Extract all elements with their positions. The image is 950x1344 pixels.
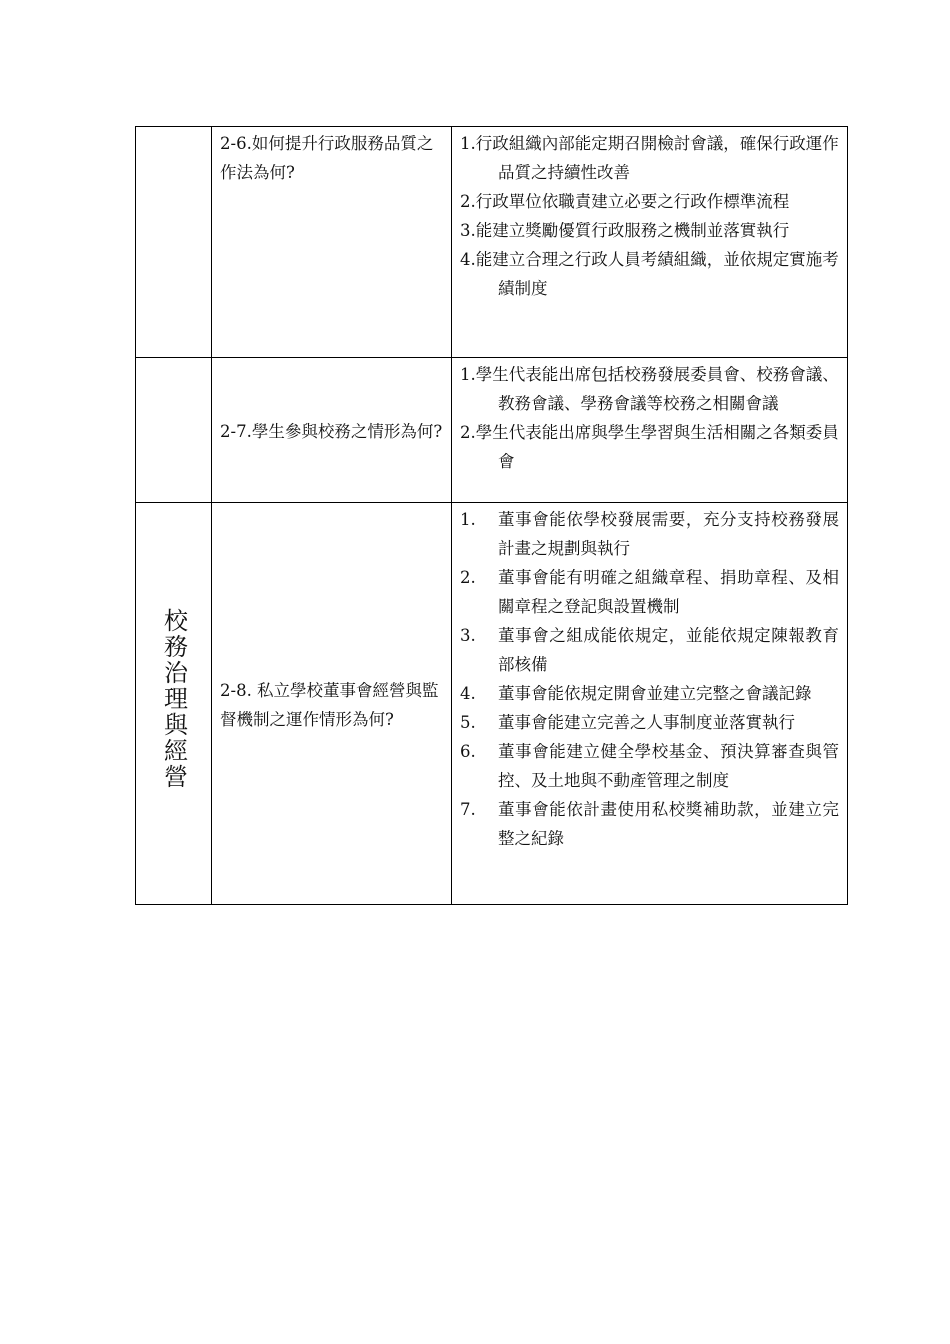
item-text: 能建立獎勵優質行政服務之機制並落實執行 (475, 221, 790, 240)
item-text: 能建立合理之行政人員考績組織，並依規定實施考績制度 (475, 250, 839, 298)
item-number: 1. (460, 134, 476, 153)
item-list (452, 358, 848, 503)
evaluation-table (135, 126, 848, 905)
item-text: 行政組織內部能定期召開檢討會議，確保行政運作品質之持續性改善 (475, 134, 839, 182)
item-text: 董事會能有明確之組織章程、捐助章程、及相關章程之登記與設置機制 (498, 568, 839, 616)
table-row (136, 358, 848, 503)
item-text: 董事會能建立健全學校基金、預決算審查與管控、及土地與不動產管理之制度 (498, 742, 839, 790)
item-number: 4. (460, 250, 476, 269)
list-item (460, 505, 839, 563)
table-row (136, 127, 848, 358)
list-item (460, 708, 839, 737)
item-text: 學生代表能出席包括校務發展委員會、校務會議、教務會議、學務會議等校務之相關會議 (475, 365, 839, 413)
item-number: 4. (460, 684, 476, 703)
question-text: 2-7.學生參與校務之情形為何? (220, 421, 443, 441)
list-item (460, 679, 839, 708)
list-item (460, 245, 839, 303)
item-number: 6. (460, 742, 476, 761)
section-cell-empty (136, 358, 212, 503)
item-text: 董事會能依計畫使用私校獎補助款，並建立完整之紀錄 (498, 800, 839, 848)
question-text: 2-8. 私立學校董事會經營與監督機制之運作情形為何? (220, 680, 439, 729)
item-number: 3. (460, 221, 476, 240)
item-number: 1. (460, 510, 476, 529)
item-text: 學生代表能出席與學生學習與生活相關之各類委員會 (475, 423, 839, 471)
list-item (460, 621, 839, 679)
question-cell (212, 127, 452, 358)
item-text: 董事會能建立完善之人事制度並落實執行 (498, 713, 795, 732)
list-item (460, 216, 839, 245)
item-text: 董事會能依規定開會並建立完整之會議記錄 (498, 684, 812, 703)
section-title: 校務治理與經營 (159, 608, 188, 790)
section-title-cell (136, 503, 212, 905)
item-number: 7. (460, 800, 476, 819)
list-item (460, 129, 839, 187)
table-row (136, 503, 848, 905)
item-number: 1. (460, 365, 476, 384)
question-cell (212, 358, 452, 503)
list-item (460, 360, 839, 418)
item-text: 董事會能依學校發展需要，充分支持校務發展計畫之規劃與執行 (498, 510, 839, 558)
list-item (460, 795, 839, 853)
list-item (460, 563, 839, 621)
section-cell-empty (136, 127, 212, 358)
list-item (460, 737, 839, 795)
item-number: 2. (460, 192, 476, 211)
list-item (460, 418, 839, 476)
item-list (452, 503, 848, 905)
question-text: 2-6.如何提升行政服務品質之作法為何? (220, 134, 434, 182)
item-text: 行政單位依職責建立必要之行政作標準流程 (475, 192, 790, 211)
item-number: 2. (460, 568, 476, 587)
list-item (460, 187, 839, 216)
item-number: 5. (460, 713, 476, 732)
item-list (452, 127, 848, 358)
item-text: 董事會之組成能依規定，並能依規定陳報教育部核備 (498, 626, 839, 674)
question-cell (212, 503, 452, 905)
item-number: 3. (460, 626, 476, 645)
item-number: 2. (460, 423, 476, 442)
